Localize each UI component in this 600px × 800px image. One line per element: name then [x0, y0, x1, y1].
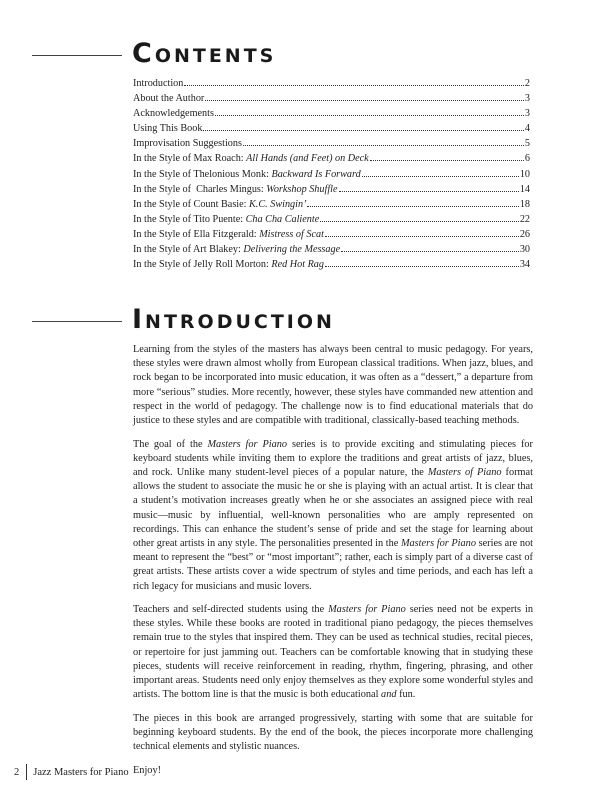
toc-entry[interactable] — [133, 106, 530, 121]
toc-title: Acknowledgements — [133, 108, 214, 120]
toc-page: 34 — [519, 259, 530, 271]
paragraph: Enjoy! — [133, 764, 162, 776]
toc-page: 4 — [524, 123, 530, 135]
paragraph: Teachers and self-directed students using the Masters for Piano series need not be experts in these styles. While these books are rooted in traditional piano pedagogy, the pieces themselves remain true to the styles that inspired them. They can be used as technical studies, recital pieces, or repertoire for just jamming out. Teachers can be comfortable knowing that in studying these pieces, students will receive reinforcement in reading, rhythm, fingering, phrasing, and other important areas. Students need only enjoy themselves as they explore some wonderful styles and artists. The bottom line is that the music is both educational and fun. — [133, 604, 533, 701]
toc-piece: Mistress of Scat — [259, 228, 324, 240]
toc-page: 26 — [519, 228, 530, 240]
toc-title: In the Style of Ella Fitzgerald: — [133, 228, 260, 240]
toc-title: In the Style of Charles Mingus: — [133, 183, 267, 195]
toc-entry[interactable] — [133, 76, 530, 91]
toc-page: 14 — [519, 183, 530, 195]
toc-entry[interactable] — [133, 227, 530, 242]
toc-page: 3 — [524, 108, 530, 120]
toc-page: 22 — [519, 213, 530, 225]
toc-piece: Workshop Shuffle — [266, 183, 338, 195]
toc-piece: Delivering the Message — [243, 244, 341, 256]
toc-piece: Backward Is Forward — [271, 168, 361, 180]
toc-entry[interactable] — [133, 257, 530, 272]
contents-heading: Contents — [132, 38, 277, 69]
book-title: Jazz Masters for Piano — [33, 766, 129, 778]
toc-title: In the Style of Jelly Roll Morton: — [133, 259, 272, 271]
toc-page: 30 — [519, 244, 530, 256]
toc-entry[interactable] — [133, 182, 530, 197]
introduction-rule — [32, 321, 122, 322]
toc-title: In the Style of Thelonious Monk: — [133, 168, 272, 180]
paragraph: Learning from the styles of the masters has always been central to music pedagogy. For years, these styles were drawn almost wholly from European classical traditions. When jazz, blues, and rock began to be incorporated into music education, it was often as a “dessert,” a departure from more “serious” studies. More recently, however, these styles have commanded new attention and respect in the world of pedagogy. The challenge now is to find educational materials that do justice to these styles and are compatible with traditional, classically-based teaching methods. — [133, 344, 533, 427]
toc-title: Using This Book — [133, 123, 203, 135]
footer-divider — [26, 764, 27, 780]
toc-title: In the Style of Max Roach: — [133, 153, 247, 165]
page-number: 2 — [14, 766, 20, 778]
toc-entry[interactable] — [133, 197, 530, 212]
introduction-body — [133, 343, 533, 787]
table-of-contents — [133, 76, 530, 272]
toc-page: 3 — [524, 93, 530, 105]
toc-entry[interactable] — [133, 212, 530, 227]
introduction-heading: Introduction — [132, 304, 335, 335]
toc-page: 2 — [524, 78, 530, 89]
toc-entry[interactable] — [133, 167, 530, 182]
toc-entry[interactable] — [133, 151, 530, 166]
toc-page: 5 — [524, 138, 530, 150]
paragraph: The pieces in this book are arranged progressively, starting with some that are suitable for beginning keyboard students. By the end of the book, the pieces incorporate more challenging technical elements and stylistic nuances. — [133, 712, 533, 753]
paragraph: The goal of the Masters for Piano series is to provide exciting and stimulating pieces for keyboard students while inviting them to explore the traditions and great artists of jazz, blues, and rock. Unlike many student-level pieces of a popular nature, the Masters of Piano format allows the student to associate the music he or she is playing with an actual artist. It is clear that a student’s motivation increases greatly when he or she associates an assigned piece with real music—music by influential, well-known personalities who are amply represented on recordings. This can enhance the student’s sense of pride and set the stage for learning about other great artists in any style. The personalities presented in the Masters for Piano series are not meant to represent the “best” or “most important”; rather, each is simply part of a diverse cast of great artists. These artists cover a wide spectrum of styles and time periods, and each has left a rich legacy for musicians and music lovers. — [133, 438, 533, 592]
toc-entry[interactable] — [133, 91, 530, 106]
toc-title: In the Style of Count Basie: — [133, 198, 250, 210]
toc-title: About the Author — [133, 93, 205, 105]
toc-entry[interactable] — [133, 242, 530, 257]
toc-piece: K.C. Swingin’ — [249, 198, 307, 210]
toc-piece: All Hands (and Feet) on Deck — [246, 153, 369, 165]
toc-page: 10 — [519, 168, 530, 180]
toc-page: 6 — [524, 153, 530, 165]
toc-piece: Red Hot Rag — [271, 259, 324, 271]
page-footer — [14, 764, 129, 780]
toc-title: Introduction — [133, 78, 184, 89]
toc-entry[interactable] — [133, 136, 530, 151]
contents-rule — [32, 55, 122, 56]
toc-title: In the Style of Art Blakey: — [133, 244, 244, 256]
toc-piece: Cha Cha Caliente — [245, 213, 320, 225]
toc-entry[interactable] — [133, 121, 530, 136]
toc-title: Improvisation Suggestions — [133, 138, 242, 150]
toc-title: In the Style of Tito Puente: — [133, 213, 246, 225]
toc-page: 18 — [519, 198, 530, 210]
